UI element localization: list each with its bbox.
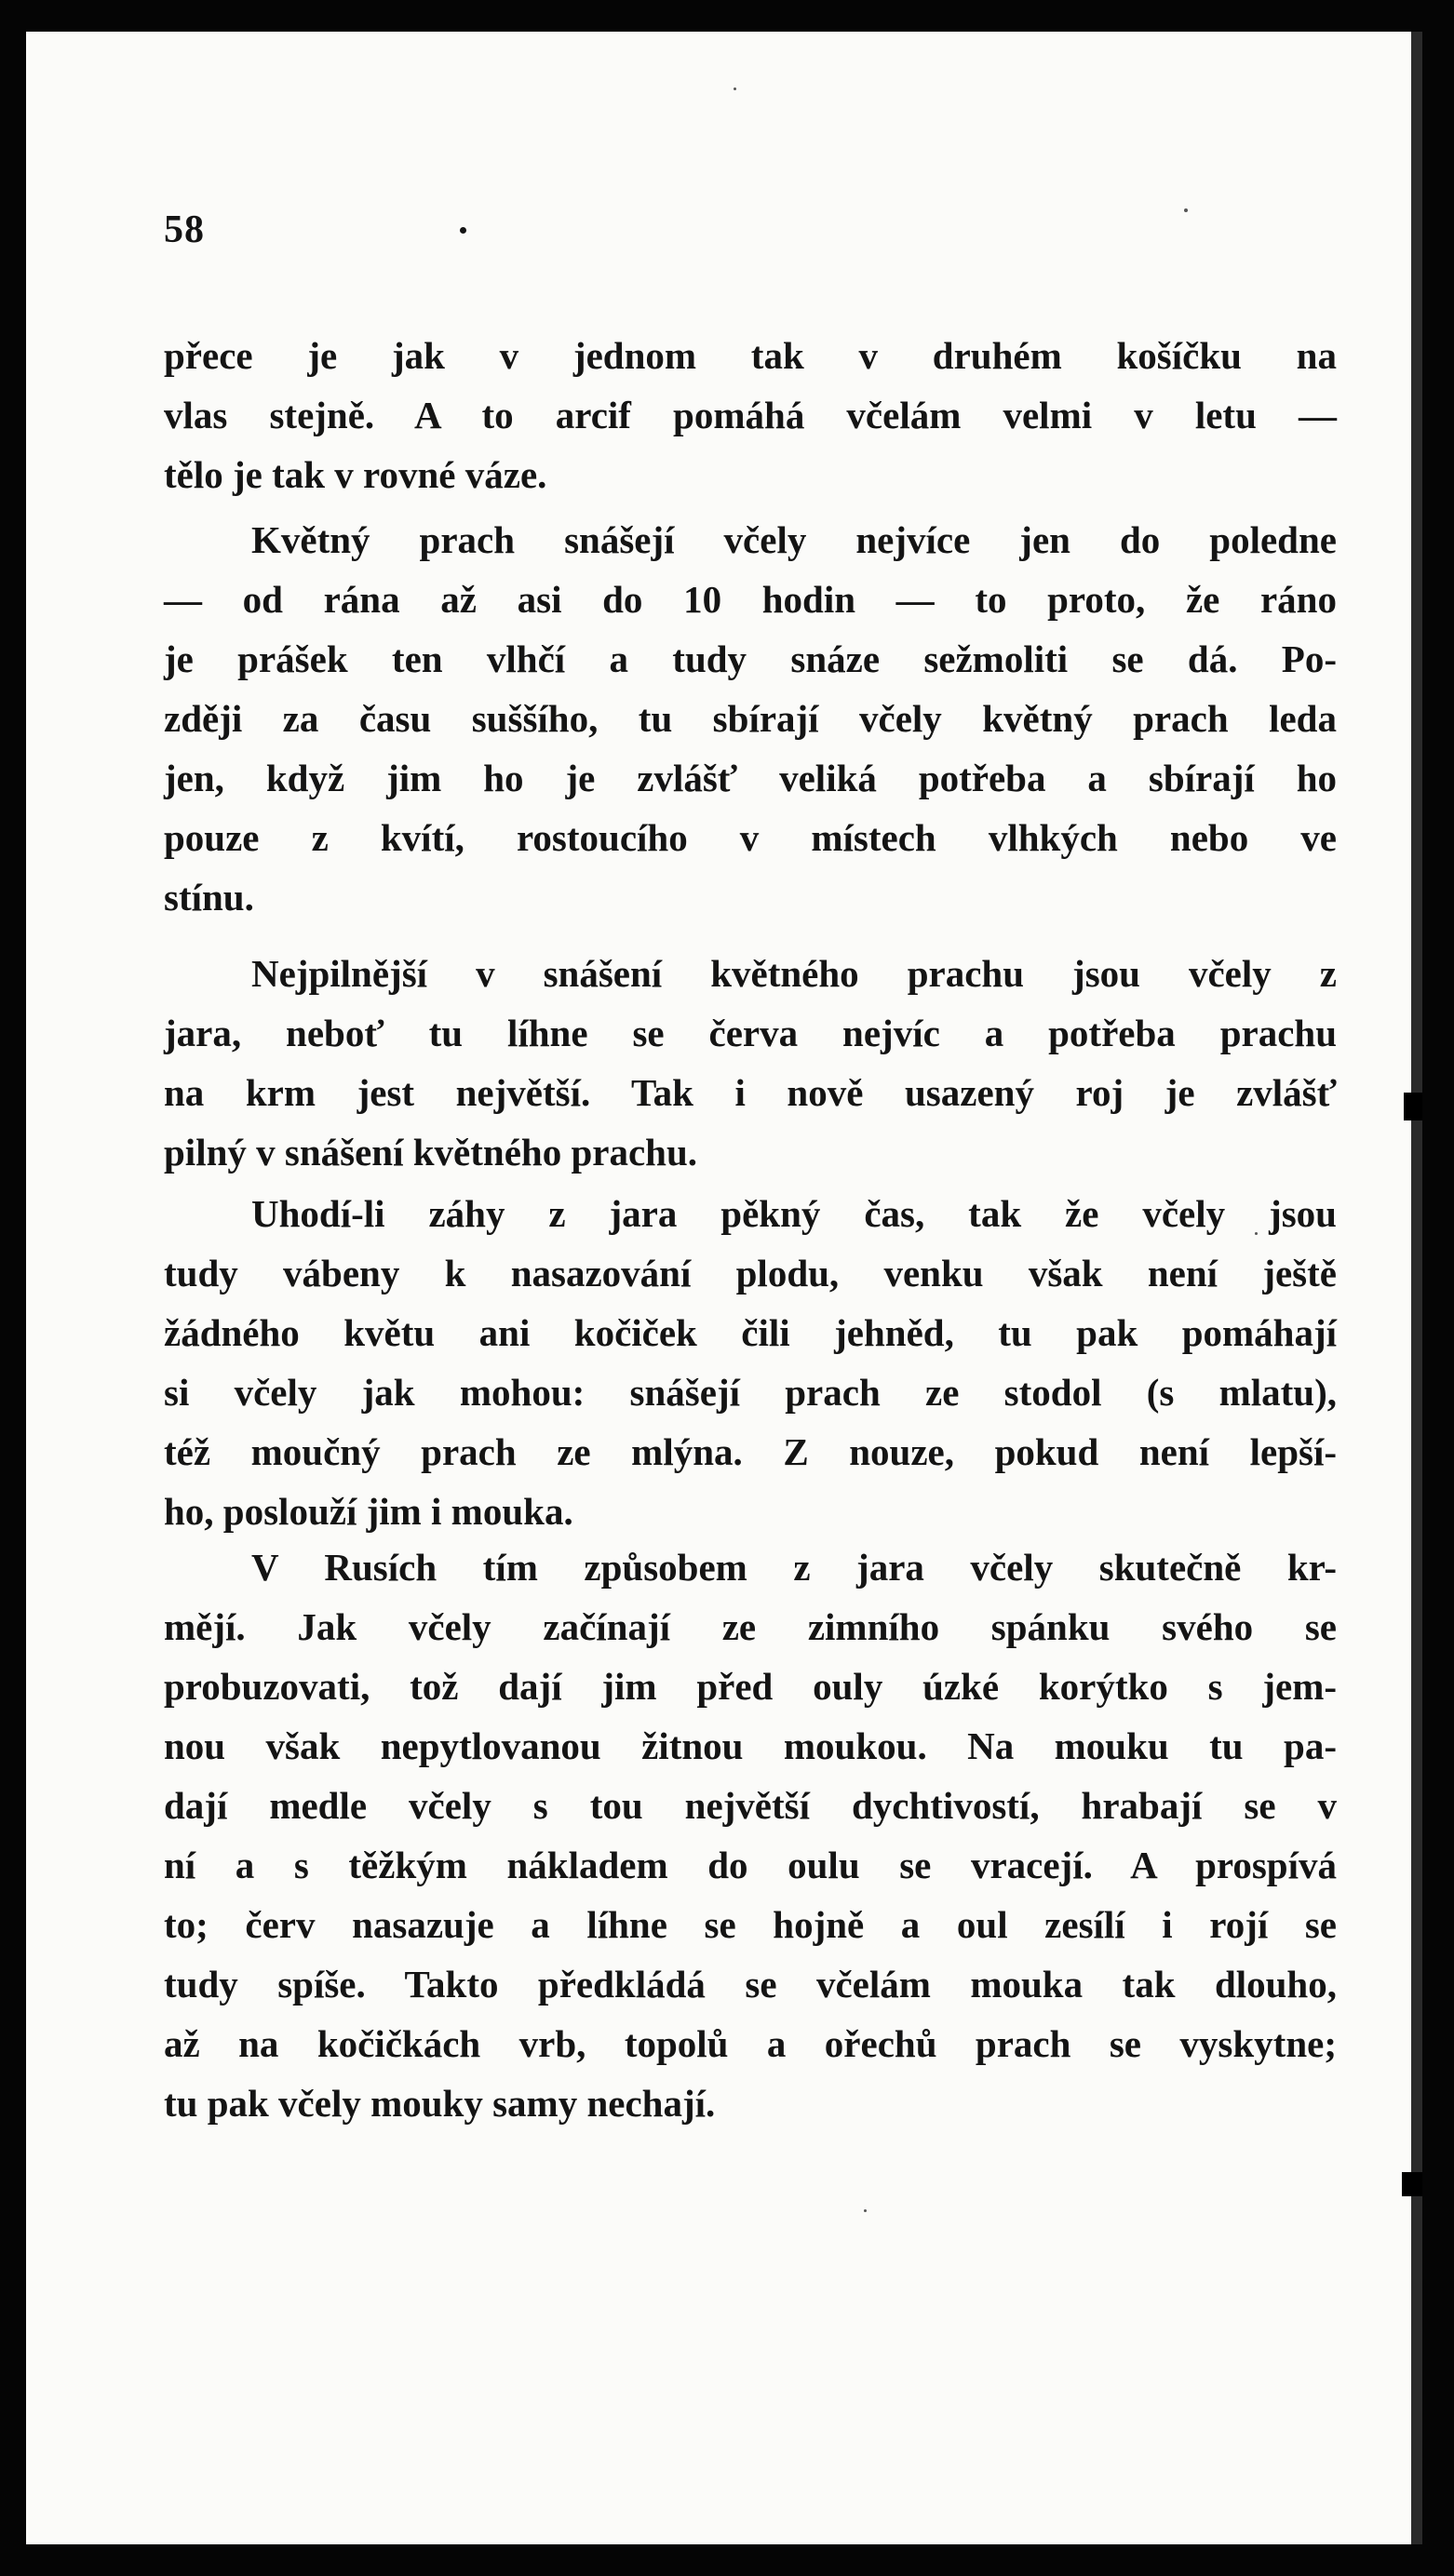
text-line: dají medle včely s tou největší dychtivostí, hrabají se v [164,1784,1337,1827]
paragraph [164,510,1337,927]
text-line: tu pak včely mouky samy nechají. [164,2082,716,2125]
text-line: na krm jest největší. Tak i nově usazený roj je zvlášť [164,1071,1337,1114]
text-line: pouze z kvítí, rostoucího v místech vlhkých nebo ve [164,816,1337,859]
text-line [164,510,1337,570]
page-sheet [26,32,1422,2544]
text-line: tudy vábeny k nasazování plodu, venku však není ještě [164,1252,1337,1295]
text-line: jara, neboť tu líhne se červa nejvíc a potřeba prachu [164,1012,1337,1054]
text-line-content: Uhodí-li záhy z jara pěkný čas, tak že včely jsou [251,1192,1337,1235]
text-line: zději za času suššího, tu sbírají včely květný prach leda [164,697,1337,740]
paragraph [164,1537,1337,2133]
text-line: přece je jak v jednom tak v druhém košíčku na [164,334,1337,377]
text-line: pilný v snášení květného prachu. [164,1131,697,1174]
text-line [164,1537,1337,1597]
scan-speck [864,2209,867,2212]
page-number-dot [460,227,466,234]
text-line: též moučný prach ze mlýna. Z nouze, pokud není lepší- [164,1430,1337,1473]
text-line: tělo je tak v rovné váze. [164,453,547,496]
text-line: žádného květu ani kočiček čili jehněd, tu pak pomáhají [164,1311,1337,1354]
text-line-content: Květný prach snášejí včely nejvíce jen do poledne [251,518,1337,561]
text-line [164,944,1337,1003]
text-line: si včely jak mohou: snášejí prach ze stodol (s mlatu), [164,1371,1337,1414]
right-edge-notch [1402,2172,1422,2196]
scan-speck [1184,208,1188,212]
paragraph [164,944,1337,1182]
text-line: až na kočičkách vrb, topolů a ořechů prach se vyskytne; [164,2022,1337,2065]
text-line [164,1184,1337,1243]
paragraph [164,326,1337,504]
text-line: jen, když jim ho je zvlášť veliká potřeba a sbírají ho [164,757,1337,799]
text-line: vlas stejně. A to arcif pomáhá včelám velmi v letu — [164,394,1337,436]
scan-speck [734,87,736,90]
right-edge-notch [1404,1093,1422,1120]
text-line: ní a s těžkým nákladem do oulu se vracejí. A prospívá [164,1844,1337,1886]
text-line-content: V Rusích tím způsobem z jara včely skutečně kr- [251,1546,1337,1589]
right-edge-shadow [1411,32,1422,2544]
text-line: nou však nepytlovanou žitnou moukou. Na mouku tu pa- [164,1724,1337,1767]
paragraph [164,1184,1337,1541]
text-line: tudy spíše. Takto předkládá se včelám mouka tak dlouho, [164,1963,1337,2006]
text-line: to; červ nasazuje a líhne se hojně a oul zesílí i rojí se [164,1903,1337,1946]
text-line: probuzovati, tož dají jim před ouly úzké korýtko s jem- [164,1665,1337,1708]
text-line: je prášek ten vlhčí a tudy snáze sežmoliti se dá. Po- [164,637,1337,680]
text-line: stínu. [164,876,254,919]
text-line: — od rána až asi do 10 hodin — to proto, že ráno [164,578,1337,621]
text-line: ho, poslouží jim i mouka. [164,1490,573,1533]
text-line-content: Nejpilnější v snášení květného prachu jsou včely z [251,952,1337,995]
text-line: mějí. Jak včely začínají ze zimního spánku svého se [164,1605,1337,1648]
page-number: 58 [164,208,205,251]
